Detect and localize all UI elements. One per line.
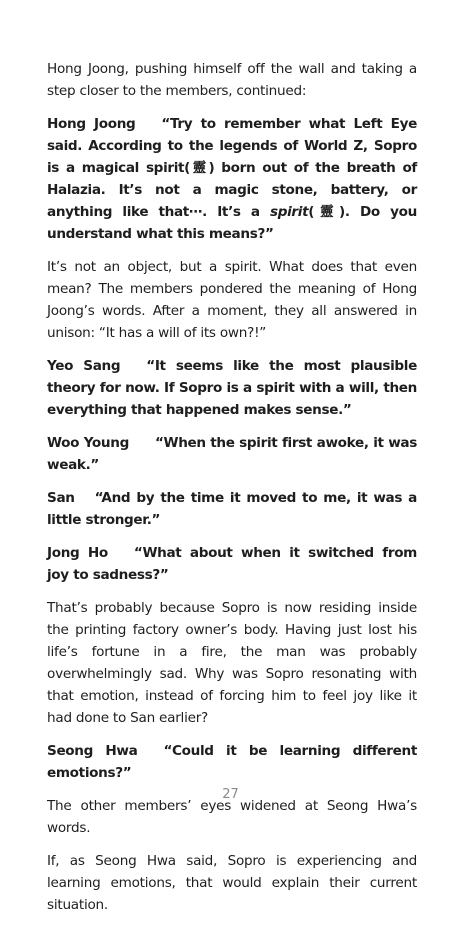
speaker-name: San [47,490,75,506]
dialogue-text-end: (靈). Do you understand what this means?” [47,204,417,242]
page-number: 27 [222,787,239,802]
dialogue-text: “Could it be learning different emotions?” [47,743,417,781]
speaker-name: Jong Ho [47,545,108,561]
dialogue-paragraph [47,487,417,531]
dialogue-text: “Try to remember what Left Eye said. According to the legends of World Z, Sopro is a magical spirit(靈) born out of the breath of Halazia. It’s not a magic stone, battery, or anything like that⋯. It’s a [47,116,417,220]
dialogue-text: “And by the time it moved to me, it was a little stronger.” [47,490,417,528]
narration-paragraph: It’s not an object, but a spirit. What does that even mean? The members pondered the meaning of Hong Joong’s words. After a moment, they all answered in unison: “It has a will of its own?!” [47,259,417,341]
dialogue-paragraph [47,542,417,586]
speaker-name: Seong Hwa [47,743,138,759]
dialogue-paragraph [47,432,417,476]
speaker-name: Yeo Sang [47,358,121,374]
dialogue-text: “What about when it switched from joy to sadness?” [47,545,417,583]
narration-paragraph: The other members’ eyes widened at Seong Hwa’s words. [47,798,417,836]
narration-paragraph: If, as Seong Hwa said, Sopro is experiencing and learning emotions, that would explain their current situation. [47,853,417,913]
speaker-name: Woo Young [47,435,129,451]
dialogue-paragraph [47,355,417,421]
narration-paragraph: That’s probably because Sopro is now residing inside the printing factory owner’s body. Having just lost his life’s fortune in a fire, the man was probably overwhelmingly sad. Why was Sopro resonating with that emotion, instead of forcing him to feel joy like it had done to San earlier? [47,600,417,726]
dialogue-text: “It seems like the most plausible theory for now. If Sopro is a spirit with a will, then everything that happened makes sense.” [47,358,417,418]
dialogue-emphasis: spirit [269,204,309,220]
narration-paragraph: Hong Joong, pushing himself off the wall and taking a step closer to the members, continued: [47,61,417,99]
dialogue-paragraph [47,113,417,245]
dialogue-paragraph [47,740,417,784]
dialogue-text: “When the spirit first awoke, it was weak.” [47,435,418,473]
speaker-name: Hong Joong [47,116,136,132]
